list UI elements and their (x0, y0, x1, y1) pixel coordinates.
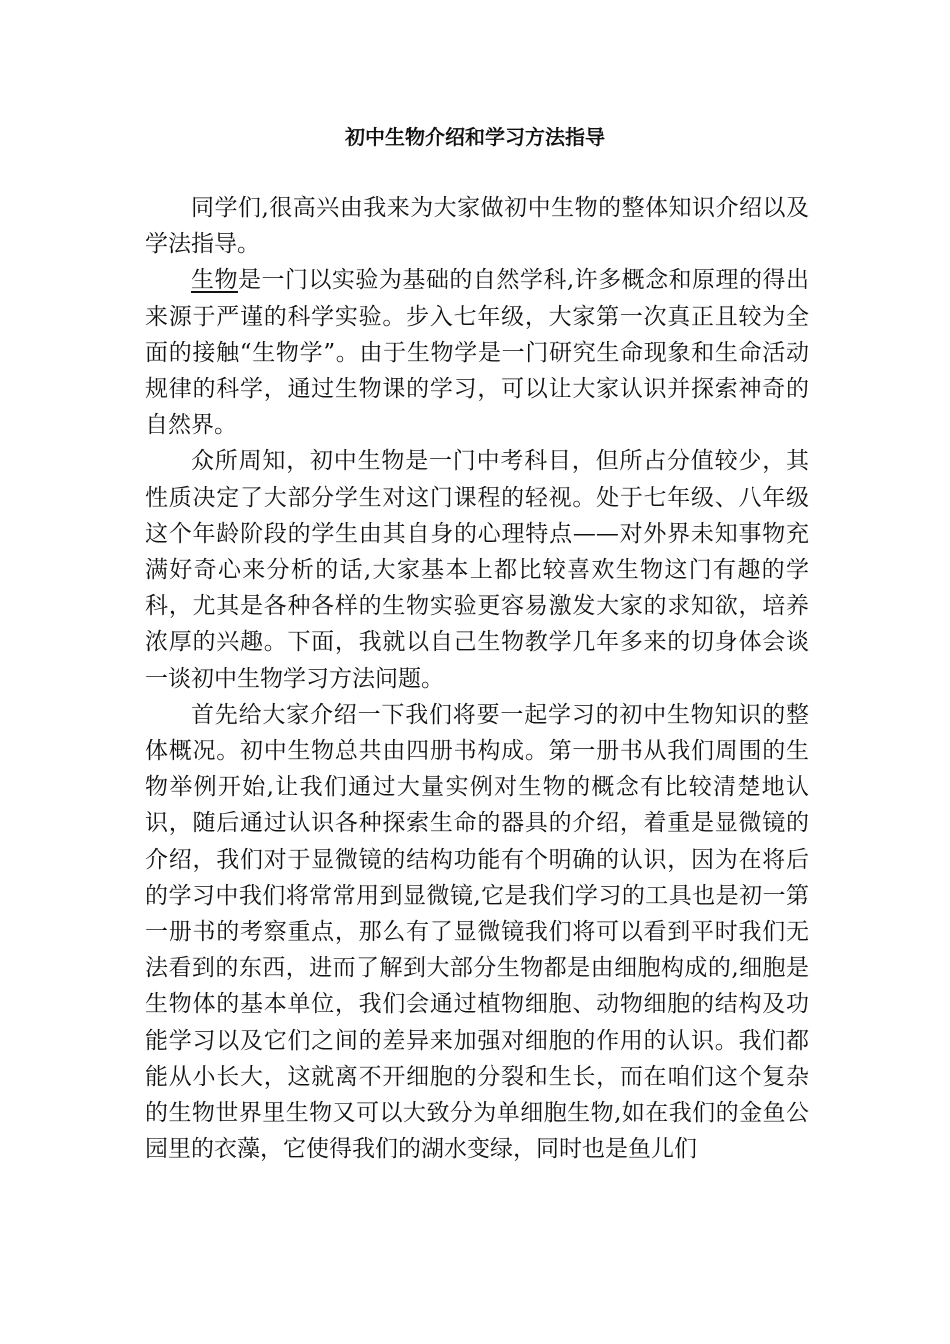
paragraph-biology-intro (145, 262, 809, 443)
paragraph-curriculum-overview: 首先给大家介绍一下我们将要一起学习的初中生物知识的整体概况。初中生物总共由四册书构成。第一册书从我们周围的生物举例开始,让我们通过大量实例对生物的概念有比较清楚地认识，随后通过认识各种探索生命的器具的介绍，着重是显微镜的介绍，我们对于显微镜的结构功能有个明确的认识，因为在将后的学习中我们将常常用到显微镜,它是我们学习的工具也是初一第一册书的考察重点，那么有了显微镜我们将可以看到平时我们无法看到的东西，进而了解到大部分生物都是由细胞构成的,细胞是生物体的基本单位，我们会通过植物细胞、动物细胞的结构及功能学习以及它们之间的差异来加强对细胞的作用的认识。我们都能从小长大，这就离不开细胞的分裂和生长，而在咱们这个复杂的生物世界里生物又可以大致分为单细胞生物,如在我们的金鱼公园里的衣藻，它使得我们的湖水变绿，同时也是鱼儿们 (145, 701, 809, 1163)
document-body (145, 190, 809, 1167)
paragraph-greeting: 同学们,很高兴由我来为大家做初中生物的整体知识介绍以及学法指导。 (145, 195, 809, 258)
underlined-term-biology: 生物 (191, 267, 238, 294)
paragraph-exam-context: 众所周知，初中生物是一门中考科目，但所占分值较少，其性质决定了大部分学生对这门课程的轻视。处于七年级、八年级这个年龄阶段的学生由其自身的心理特点——对外界未知事物充满好奇心来分析的话,大家基本上都比较喜欢生物这门有趣的学科，尤其是各种各样的生物实验更容易激发大家的求知欲，培养浓厚的兴趣。下面，我就以自己生物教学几年多来的切身体会谈一谈初中生物学习方法问题。 (145, 448, 809, 692)
paragraph-biology-intro-text: 是一门以实验为基础的自然学科,许多概念和原理的得出来源于严谨的科学实验。步入七年级，大家第一次真正且较为全面的接触“生物学”。由于生物学是一门研究生命现象和生命活动规律的科学，通过生物课的学习，可以让大家认识并探索神奇的自然界。 (145, 267, 810, 439)
document-title: 初中生物介绍和学习方法指导 (345, 125, 605, 149)
